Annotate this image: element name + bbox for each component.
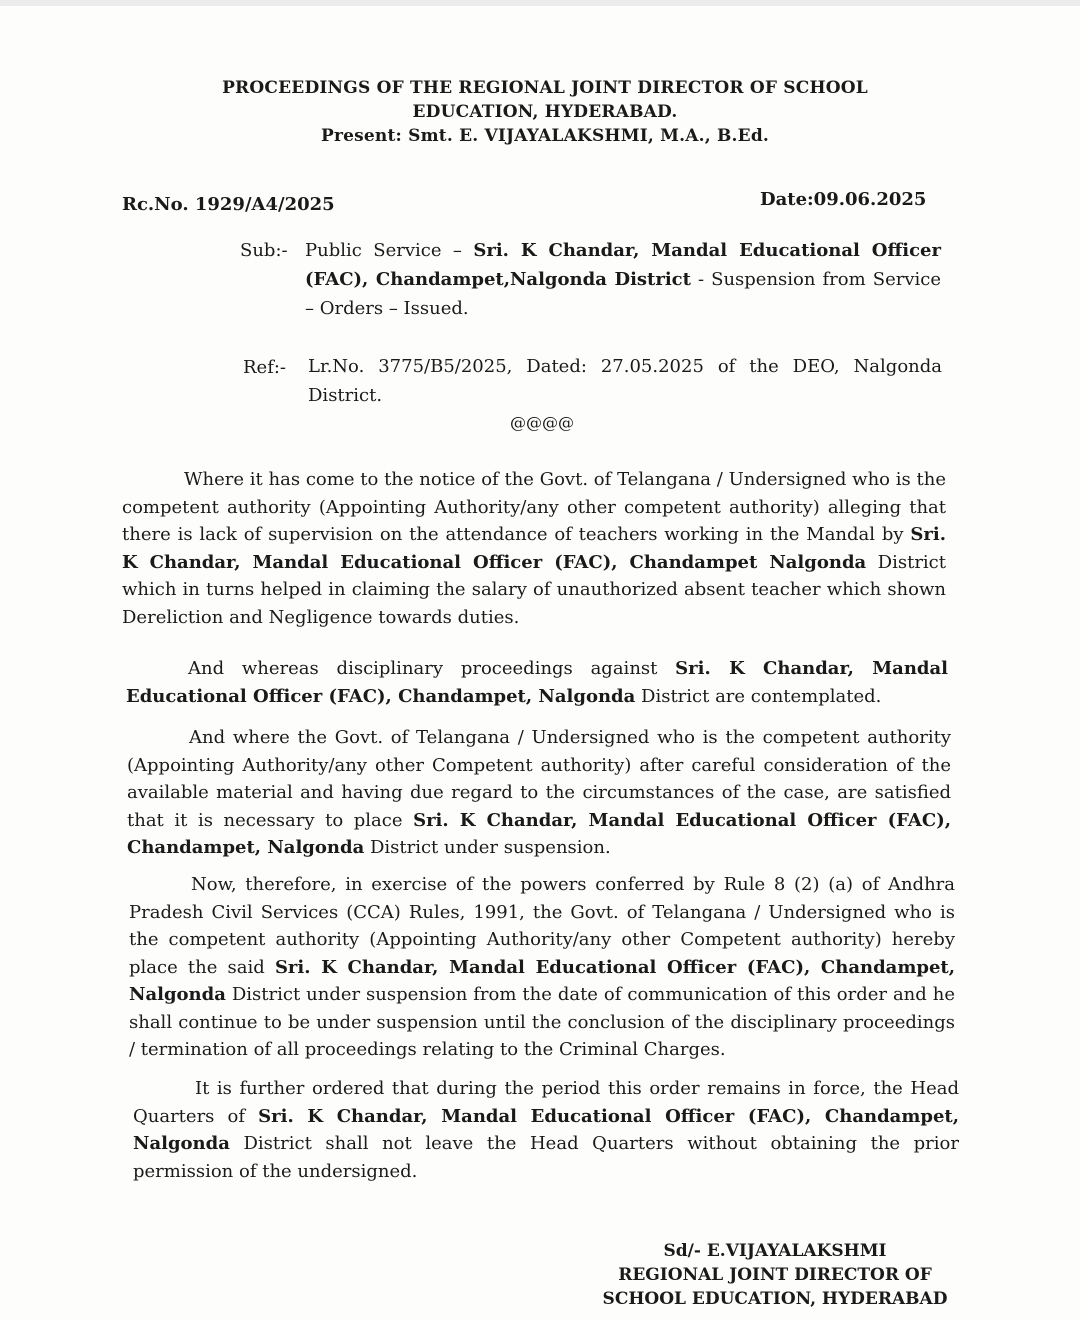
order-date: Date:09.06.2025 — [760, 189, 927, 210]
rc-number: Rc.No. 1929/A4/2025 — [122, 194, 335, 215]
p1-officer: Sri. K Chandar, Mandal Educational Officer (FAC), Chandampet Nalgonda — [122, 524, 946, 573]
subject-text — [305, 236, 941, 323]
paragraph-5 — [133, 1075, 959, 1185]
p2-officer: Sri. K Chandar, Mandal Educational Officer (FAC), Chandampet, Nalgonda — [126, 658, 948, 707]
signature-designation: REGIONAL JOINT DIRECTOR OF — [618, 1265, 932, 1285]
subject-prefix: Public Service – — [305, 240, 474, 261]
paragraph-1 — [122, 466, 946, 631]
heading-line-1: PROCEEDINGS OF THE REGIONAL JOINT DIRECTOR OF SCHOOL — [222, 78, 868, 98]
heading-present: Present: Smt. E. VIJAYALAKSHMI, M.A., B.Ed. — [320, 126, 770, 146]
paragraph-2 — [126, 655, 948, 710]
p4-officer: Sri. K Chandar, Mandal Educational Officer (FAC), Chandampet, Nalgonda — [129, 956, 955, 1005]
p1-text-a: Where it has come to the notice of the Govt. of Telangana / Undersigned who is the competent authority (Appointing Authority/any other competent authority) alleging that there is lack of supervision on the attendance of teachers working in the Mandal by — [122, 469, 946, 545]
p4-text-a: Now, therefore, in exercise of the powers conferred by Rule 8 (2) (a) of Andhra Pradesh Civil Services (CCA) Rules, 1991, the Govt. of Telangana / Undersigned who is the competent authority (Appointing Authority/any other Competent authority) hereby place the said — [129, 874, 955, 978]
signature-office: SCHOOL EDUCATION, HYDERABAD — [602, 1289, 948, 1309]
paragraph-4 — [129, 871, 955, 1064]
p1-text-c: District which in turns helped in claiming the salary of unauthorized absent teacher which shown Dereliction and Negligence towards duties. — [122, 551, 946, 628]
p2-text-c: District are contemplated. — [635, 685, 882, 707]
ref-label: Ref:- — [243, 357, 287, 378]
p3-text-c: District under suspension. — [364, 837, 611, 858]
p4-text-c: District under suspension from the date of communication of this order and he shall continue to be under suspension until the conclusion of the disciplinary proceedings / termination of all proceedings relating to the Criminal Charges. — [129, 984, 955, 1060]
subject-officer: Sri. K Chandar, Mandal Educational Officer (FAC), Chandampet,Nalgonda District — [305, 240, 941, 290]
heading-line-2: EDUCATION, HYDERABAD. — [412, 102, 678, 122]
p5-text-a: It is further ordered that during the period this order remains in force, the Head Quarters of — [133, 1078, 959, 1127]
p3-text-a: And where the Govt. of Telangana / Undersigned who is the competent authority (Appointing Authority/any other Competent authority) after careful consideration of the available material and having due regard to the circumstances of the case, are satisfied that it is necessary to place — [127, 727, 951, 831]
signature-name: Sd/- E.VIJAYALAKSHMI — [663, 1241, 887, 1261]
ref-text: Lr.No. 3775/B5/2025, Dated: 27.05.2025 of the DEO, Nalgonda District. — [308, 356, 942, 406]
page-top-edge — [0, 0, 1080, 6]
p5-text-c: District shall not leave the Head Quarters without obtaining the prior permission of the undersigned. — [133, 1133, 959, 1182]
paragraph-3 — [127, 724, 951, 862]
separator-mark: @@@@ — [510, 413, 574, 432]
p5-officer: Sri. K Chandar, Mandal Educational Officer (FAC), Chandampet, Nalgonda — [133, 1105, 959, 1154]
p3-officer: Sri. K Chandar, Mandal Educational Officer (FAC), Chandampet, Nalgonda — [127, 809, 951, 858]
p2-text-a: And whereas disciplinary proceedings against — [188, 658, 676, 679]
subject-label: Sub:- — [240, 240, 288, 261]
subject-suffix: - Suspension from Service – Orders – Issued. — [305, 269, 941, 319]
